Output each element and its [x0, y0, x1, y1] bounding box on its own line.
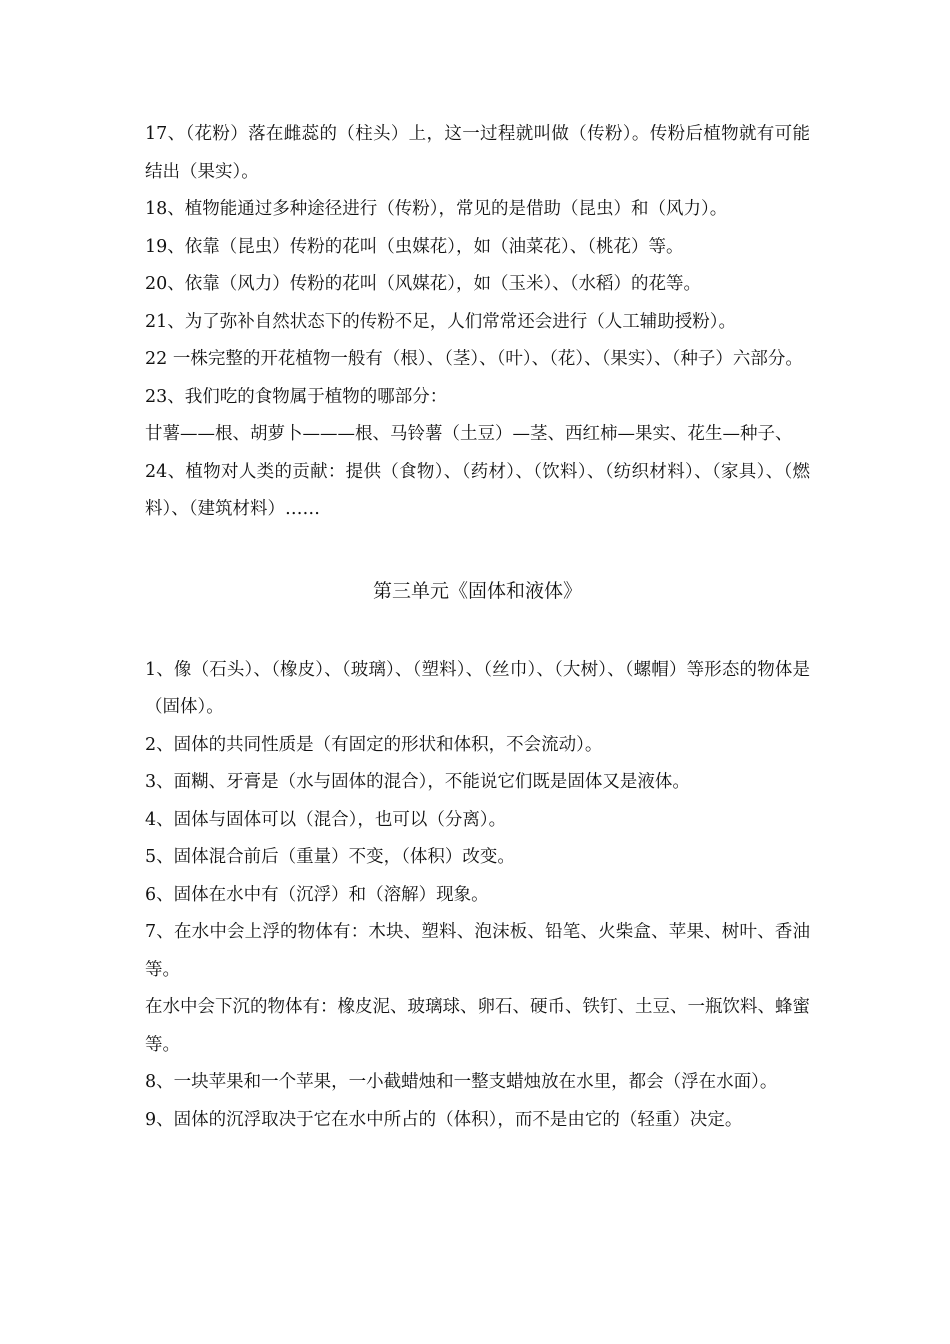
- list-item: 4、固体与固体可以（混合），也可以（分离）。: [145, 809, 507, 830]
- list-item: 17、（花粉）落在雌蕊的（柱头）上，这一过程就叫做（传粉）。传粉后植物就有可能结出（果实）。: [145, 124, 810, 182]
- list-item: 7、在水中会上浮的物体有：木块、塑料、泡沫板、铅笔、火柴盒、苹果、树叶、香油等。: [145, 922, 810, 980]
- list-item: 3、面糊、牙膏是（水与固体的混合），不能说它们既是固体又是液体。: [145, 772, 690, 792]
- list-item: 在水中会下沉的物体有：橡皮泥、玻璃球、卵石、硬币、铁钉、土豆、一瓶饮料、蜂蜜等。: [145, 997, 810, 1055]
- document-body: [145, 116, 810, 1139]
- list-item: 5、固体混合前后（重量）不变，（体积）改变。: [145, 847, 515, 867]
- plant-pollination-section: [145, 116, 810, 529]
- solids-liquids-section: [145, 652, 810, 1140]
- list-item: 2、固体的共同性质是（有固定的形状和体积，不会流动）。: [145, 734, 603, 755]
- list-item: 23、我们吃的食物属于植物的哪部分：: [145, 386, 448, 407]
- list-item: 19、依靠（昆虫）传粉的花叫（虫媒花），如（油菜花）、（桃花）等。: [145, 236, 684, 257]
- list-item: 24、植物对人类的贡献：提供（食物）、（药材）、（饮料）、（纺织材料）、（家具）、（燃料）、（建筑材料）……: [145, 461, 810, 519]
- list-item: 20、依靠（风力）传粉的花叫（风媒花），如（玉米）、（水稻）的花等。: [145, 274, 702, 294]
- list-item: 甘薯——根、胡萝卜———根、马铃薯（土豆）—茎、西红柿—果实、花生—种子、: [145, 424, 793, 444]
- section-heading: 第三单元《固体和液体》: [372, 579, 582, 602]
- list-item: 18、植物能通过多种途径进行（传粉），常见的是借助（昆虫）和（风力）。: [145, 199, 728, 219]
- list-item: 9、固体的沉浮取决于它在水中所占的（体积），而不是由它的（轻重）决定。: [145, 1109, 743, 1130]
- list-item: 6、固体在水中有（沉浮）和（溶解）现象。: [145, 884, 489, 905]
- list-item: 22 一株完整的开花植物一般有（根）、（茎）、（叶）、（花）、（果实）、（种子）六部分。: [145, 349, 803, 369]
- list-item: 1、像（石头）、（橡皮）、（玻璃）、（塑料）、（丝巾）、（大树）、（螺帽）等形态的物体是（固体）。: [145, 659, 810, 717]
- list-item: 8、一块苹果和一个苹果，一小截蜡烛和一整支蜡烛放在水里，都会（浮在水面）。: [145, 1072, 778, 1092]
- list-item: 21、为了弥补自然状态下的传粉不足，人们常常还会进行（人工辅助授粉）。: [145, 311, 737, 332]
